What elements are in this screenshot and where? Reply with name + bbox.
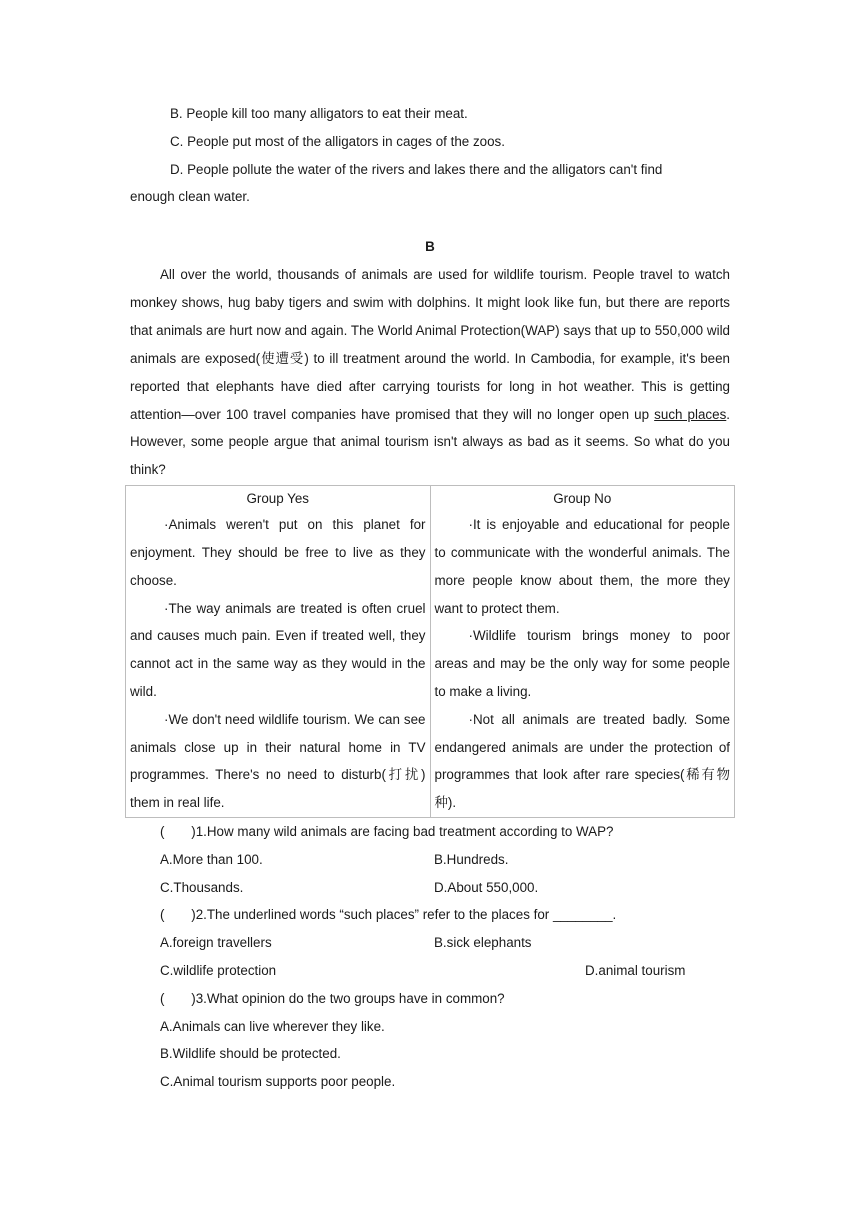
- q2-option-d: D.animal tourism: [585, 962, 686, 978]
- group-yes-header: Group Yes: [246, 491, 310, 507]
- question-2-options-row-1: [130, 929, 730, 957]
- q3-option-c: C.Animal tourism supports poor people.: [160, 1074, 396, 1090]
- yes-point-3: ·We don't need wildlife tourism. We can see animals close up in their natural home in TV programmes. There's no need to disturb(打扰) them in real life.: [130, 711, 426, 811]
- q1-option-a: A.More than 100.: [160, 851, 263, 867]
- prev-option-c: C. People put most of the alligators in cages of the zoos.: [170, 133, 505, 149]
- group-no-column: [430, 486, 735, 818]
- group-yes-column: [126, 486, 431, 818]
- no-point-2: ·Wildlife tourism brings money to poor areas and may be the only way for some people to make a living.: [434, 628, 730, 700]
- prev-option-d: D. People pollute the water of the rivers and lakes there and the alligators can't find: [170, 161, 663, 177]
- passage-paragraph: [130, 261, 730, 484]
- q2-option-c: C.wildlife protection: [160, 962, 277, 978]
- q3-option-a: A.Animals can live wherever they like.: [160, 1018, 385, 1034]
- underlined-phrase: such places: [654, 406, 727, 422]
- group-no-header: Group No: [553, 491, 612, 507]
- question-2-options-row-2: [130, 957, 730, 985]
- opinion-table: [125, 485, 735, 818]
- q1-option-b: B.Hundreds.: [434, 851, 509, 867]
- passage-text-1: All over the world, thousands of animals are used for wildlife tourism. People travel to watch monkey shows, hug baby tigers and swim with dolphins. It might look like fun, but there are reports that animals are hurt now and again. The World Animal Protection(WAP) says that up to 550,000 wild animals are exposed(使遭受) to ill treatment around the world. In Cambodia, for example, it's been reported that elephants have died after carrying tourists for long in hot weather. This is getting attention—over 100 travel companies have promised that they will no longer open up: [130, 266, 730, 422]
- question-3-stem: ( )3.What opinion do the two groups have in common?: [160, 990, 505, 1006]
- section-title: B: [425, 239, 435, 255]
- q1-option-d: D.About 550,000.: [434, 879, 539, 895]
- passage-text-2: . However, some people argue that animal tourism isn't always as bad as it seems. So what do you think?: [130, 406, 731, 478]
- document-page: [130, 100, 730, 1096]
- q1-option-c: C.Thousands.: [160, 879, 244, 895]
- q2-option-a: A.foreign travellers: [160, 935, 272, 951]
- no-point-1: ·It is enjoyable and educational for people to communicate with the wonderful animals. The more people know about them, the more they want to protect them.: [434, 517, 730, 616]
- yes-point-1: ·Animals weren't put on this planet for enjoyment. They should be free to live as they choose.: [130, 517, 426, 588]
- question-1-stem: ( )1.How many wild animals are facing bad treatment according to WAP?: [160, 824, 614, 839]
- no-point-3: ·Not all animals are treated badly. Some endangered animals are under the protection of programmes that look after rare species(稀有物种).: [434, 711, 730, 811]
- question-2-stem: ( )2.The underlined words “such places” refer to the places for ________.: [160, 907, 617, 923]
- prev-option-d-continued: enough clean water.: [130, 189, 250, 205]
- yes-point-2: ·The way animals are treated is often cruel and causes much pain. Even if treated well, they cannot act in the same way as they would in the wild.: [130, 600, 426, 700]
- q2-option-b: B.sick elephants: [434, 935, 532, 951]
- question-1-options-row-2: [130, 874, 730, 902]
- q3-option-b: B.Wildlife should be protected.: [160, 1046, 341, 1062]
- question-1-options-row-1: [130, 846, 730, 874]
- prev-option-b: B. People kill too many alligators to eat their meat.: [170, 106, 468, 121]
